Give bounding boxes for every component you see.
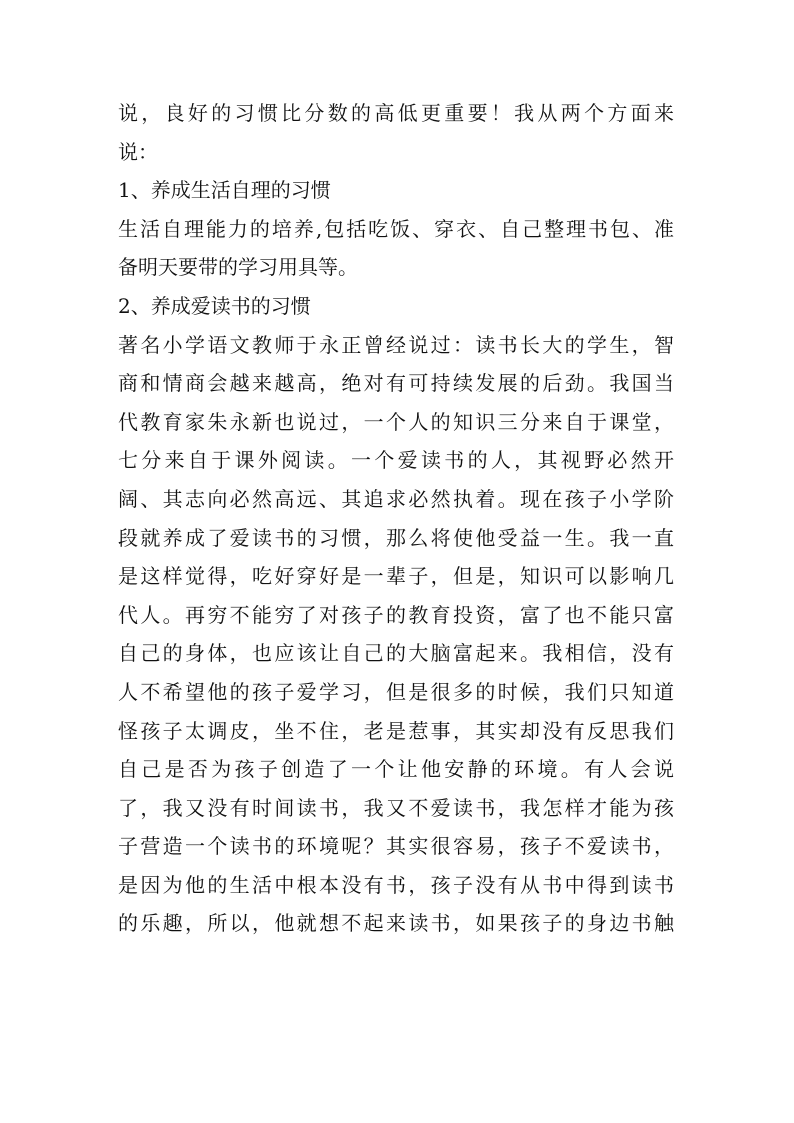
paragraph-line: 代人。再穷不能穷了对孩子的教育投资，富了也不能只富 xyxy=(118,602,674,627)
paragraph-line: 子营造一个读书的环境呢？其实很容易，孩子不爱读书， xyxy=(118,834,674,859)
section-heading-1: 1、养成生活自理的习惯 xyxy=(118,178,331,203)
paragraph-line: 是因为他的生活中根本没有书，孩子没有从书中得到读书 xyxy=(118,872,674,897)
paragraph-line: 的乐趣，所以，他就想不起来读书，如果孩子的身边书触 xyxy=(118,911,674,936)
paragraph-line: 商和情商会越来越高，绝对有可持续发展的后劲。我国当 xyxy=(118,371,674,396)
paragraph-line: 备明天要带的学习用具等。 xyxy=(118,255,358,280)
paragraph-line: 是这样觉得，吃好穿好是一辈子，但是，知识可以影响几 xyxy=(118,564,674,589)
paragraph-line: 代教育家朱永新也说过，一个人的知识三分来自于课堂， xyxy=(118,409,674,434)
paragraph-line: 说： xyxy=(118,139,158,164)
document-text-column xyxy=(118,94,674,943)
paragraph-line: 著名小学语文教师于永正曾经说过：读书长大的学生，智 xyxy=(118,332,674,357)
paragraph-line: 七分来自于课外阅读。一个爱读书的人，其视野必然开 xyxy=(118,448,674,473)
paragraph-line: 生活自理能力的培养,包括吃饭、穿衣、自己整理书包、准 xyxy=(118,216,674,241)
paragraph-line: 阔、其志向必然高远、其追求必然执着。现在孩子小学阶 xyxy=(118,486,674,511)
paragraph-line: 人不希望他的孩子爱学习，但是很多的时候，我们只知道 xyxy=(118,679,674,704)
paragraph-line: 怪孩子太调皮，坐不住，老是惹事，其实却没有反思我们 xyxy=(118,718,674,743)
paragraph-line: 了，我又没有时间读书，我又不爱读书，我怎样才能为孩 xyxy=(118,795,674,820)
paragraph-line: 段就养成了爱读书的习惯，那么将使他受益一生。我一直 xyxy=(118,525,674,550)
paragraph-line: 自己是否为孩子创造了一个让他安静的环境。有人会说 xyxy=(118,757,674,782)
paragraph-line: 自己的身体，也应该让自己的大脑富起来。我相信，没有 xyxy=(118,641,674,666)
paragraph-line: 说，良好的习惯比分数的高低更重要！我从两个方面来 xyxy=(118,101,674,125)
section-heading-2: 2、养成爱读书的习惯 xyxy=(118,293,311,318)
